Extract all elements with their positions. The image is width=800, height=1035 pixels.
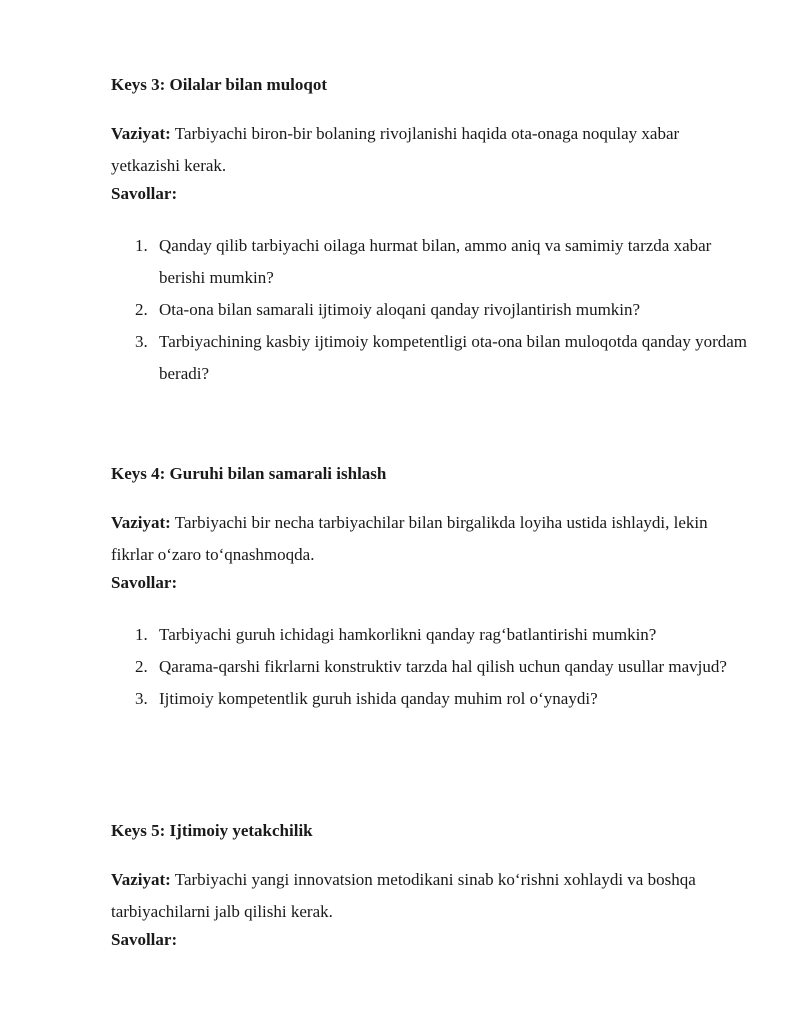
questions-list [111, 230, 751, 390]
situation-paragraph [111, 118, 751, 182]
question-number: 3. [135, 689, 148, 708]
question-number: 2. [135, 300, 148, 319]
questions-list [111, 619, 751, 715]
question-number: 3. [135, 332, 148, 351]
question-item [111, 294, 751, 326]
situation-paragraph [111, 864, 751, 928]
questions-label: Savollar: [111, 930, 178, 949]
situation-text: Tarbiyachi yangi innovatsion metodikani sinab ko‘rishni xohlaydi va boshqa tarbiyachilarni jalb qilishi kerak. [111, 870, 696, 921]
situation-label: Vaziyat: [111, 513, 171, 532]
situation-text: Tarbiyachi bir necha tarbiyachilar bilan birgalikda loyiha ustida ishlaydi, lekin fikrlar o‘zaro to‘qnashmoqda. [111, 513, 708, 564]
question-item [111, 230, 751, 294]
case-title: Keys 3: Oilalar bilan muloqot [111, 75, 327, 94]
question-text: Qarama-qarshi fikrlarni konstruktiv tarzda hal qilish uchun qanday usullar mavjud? [159, 657, 727, 676]
case-5 [111, 819, 751, 952]
case-title: Keys 5: Ijtimoiy yetakchilik [111, 821, 313, 840]
situation-paragraph [111, 507, 751, 571]
question-text: Tarbiyachining kasbiy ijtimoiy kompetentligi ota-ona bilan muloqotda qanday yordam beradi? [159, 332, 748, 383]
question-text: Qanday qilib tarbiyachi oilaga hurmat bilan, ammo aniq va samimiy tarzda xabar berishi mumkin? [159, 236, 712, 287]
question-number: 2. [135, 657, 148, 676]
question-item [111, 683, 751, 715]
case-3 [111, 73, 751, 390]
question-number: 1. [135, 236, 148, 255]
question-item [111, 619, 751, 651]
question-text: Tarbiyachi guruh ichidagi hamkorlikni qanday rag‘batlantirishi mumkin? [159, 625, 657, 644]
question-number: 1. [135, 625, 148, 644]
questions-label: Savollar: [111, 184, 178, 203]
question-item [111, 326, 751, 390]
question-item [111, 651, 751, 683]
situation-label: Vaziyat: [111, 870, 171, 889]
question-text: Ijtimoiy kompetentlik guruh ishida qanday muhim rol o‘ynaydi? [159, 689, 598, 708]
question-text: Ota-ona bilan samarali ijtimoiy aloqani qanday rivojlantirish mumkin? [159, 300, 641, 319]
case-title: Keys 4: Guruhi bilan samarali ishlash [111, 464, 387, 483]
questions-label: Savollar: [111, 573, 178, 592]
situation-text: Tarbiyachi biron-bir bolaning rivojlanishi haqida ota-onaga noqulay xabar yetkazishi kerak. [111, 124, 680, 175]
situation-label: Vaziyat: [111, 124, 171, 143]
case-4 [111, 462, 751, 715]
